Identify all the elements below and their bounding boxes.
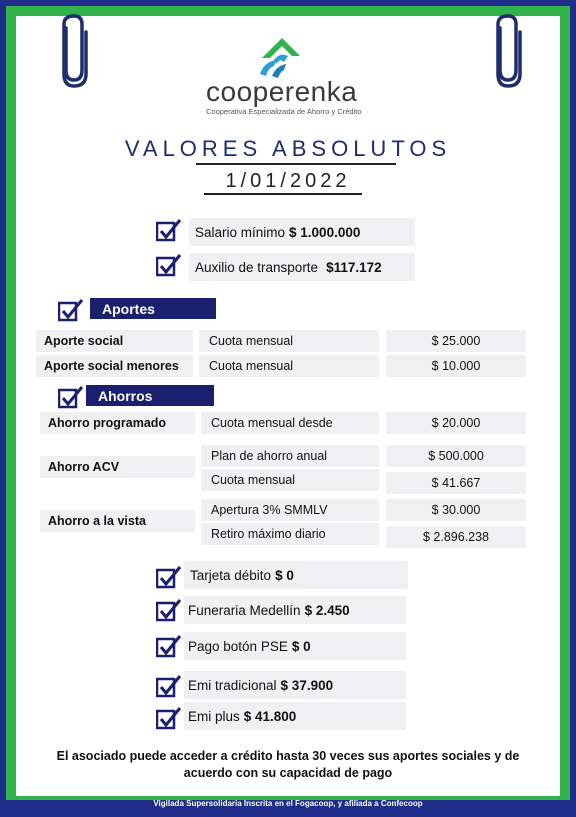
row-desc: Cuota mensual bbox=[199, 355, 379, 377]
footer-text: Vigilada Supersolidaria Inscrita en el Fogacoop, y afiliada a Confecoop bbox=[153, 799, 423, 808]
credit-note: El asociado puede acceder a crédito hasta 30 veces sus aportes sociales y de acuerdo con su capacidad de pago bbox=[56, 749, 520, 780]
row-label: Aporte social menores bbox=[36, 355, 193, 377]
row-label: Ahorro ACV bbox=[40, 456, 195, 478]
row-value: $ 10.000 bbox=[386, 355, 526, 377]
brand-name: cooperenka bbox=[206, 76, 358, 107]
checkbox-icon bbox=[156, 565, 182, 589]
row-desc: Plan de ahorro anual bbox=[201, 445, 379, 467]
service-value: $ 0 bbox=[291, 638, 311, 654]
row-label: Ahorro a la vista bbox=[40, 510, 195, 532]
basic-item-salario bbox=[189, 218, 415, 246]
checkbox-icon bbox=[156, 598, 182, 622]
date-underline bbox=[204, 193, 362, 195]
checkbox-icon bbox=[58, 298, 84, 322]
basic-label: Auxilio de transporte bbox=[195, 259, 319, 275]
section-header-aportes: Aportes bbox=[90, 298, 216, 319]
checkbox-icon bbox=[156, 218, 182, 242]
row-desc: Retiro máximo diario bbox=[201, 523, 379, 545]
service-value: $ 2.450 bbox=[304, 602, 350, 618]
house-arrow-logo-icon bbox=[254, 34, 304, 78]
checkbox-icon bbox=[156, 706, 182, 730]
page-date: 1/01/2022 bbox=[225, 170, 351, 192]
service-label: Emi tradicional bbox=[188, 677, 277, 693]
section-header-ahorros: Ahorros bbox=[86, 385, 214, 406]
paperclip-icon bbox=[488, 14, 528, 88]
row-value: $ 30.000 bbox=[386, 499, 526, 521]
page-title: VALORES ABSOLUTOS bbox=[124, 136, 452, 161]
service-label: Tarjeta débito bbox=[190, 567, 272, 583]
basic-value: $ 1.000.000 bbox=[289, 224, 361, 240]
row-label: Ahorro programado bbox=[40, 412, 195, 434]
service-value: $ 41.800 bbox=[243, 708, 297, 724]
service-item bbox=[184, 671, 406, 699]
service-item bbox=[184, 632, 406, 660]
row-desc: Apertura 3% SMMLV bbox=[201, 499, 379, 521]
checkbox-icon bbox=[156, 634, 182, 658]
service-label: Emi plus bbox=[188, 708, 240, 724]
checkbox-icon bbox=[156, 674, 182, 698]
paperclip-icon bbox=[54, 14, 94, 88]
row-desc: Cuota mensual bbox=[201, 469, 379, 491]
service-value: $ 0 bbox=[275, 567, 294, 583]
service-item bbox=[184, 596, 406, 624]
basic-item-auxilio bbox=[189, 253, 415, 281]
service-item bbox=[184, 702, 406, 730]
basic-label: Salario mínimo bbox=[195, 224, 286, 240]
service-label: Funeraria Medellín bbox=[188, 602, 301, 618]
row-value: $ 41.667 bbox=[386, 472, 526, 494]
service-label: Pago botón PSE bbox=[188, 638, 288, 654]
row-value: $ 25.000 bbox=[386, 330, 526, 352]
service-value: $ 37.900 bbox=[280, 677, 334, 693]
row-desc: Cuota mensual desde bbox=[201, 412, 379, 434]
basic-value: $117.172 bbox=[326, 259, 382, 275]
row-value: $ 500.000 bbox=[386, 445, 526, 467]
service-item bbox=[184, 561, 408, 589]
checkbox-icon bbox=[156, 253, 182, 277]
row-value: $ 2.896.238 bbox=[386, 526, 526, 548]
row-value: $ 20.000 bbox=[386, 412, 526, 434]
row-desc: Cuota mensual bbox=[199, 330, 379, 352]
checkbox-icon bbox=[58, 385, 84, 409]
row-label: Aporte social bbox=[36, 330, 193, 352]
title-divider bbox=[196, 163, 396, 165]
brand-subtitle: Cooperativa Especializada de Ahorro y Crédito bbox=[206, 107, 362, 116]
